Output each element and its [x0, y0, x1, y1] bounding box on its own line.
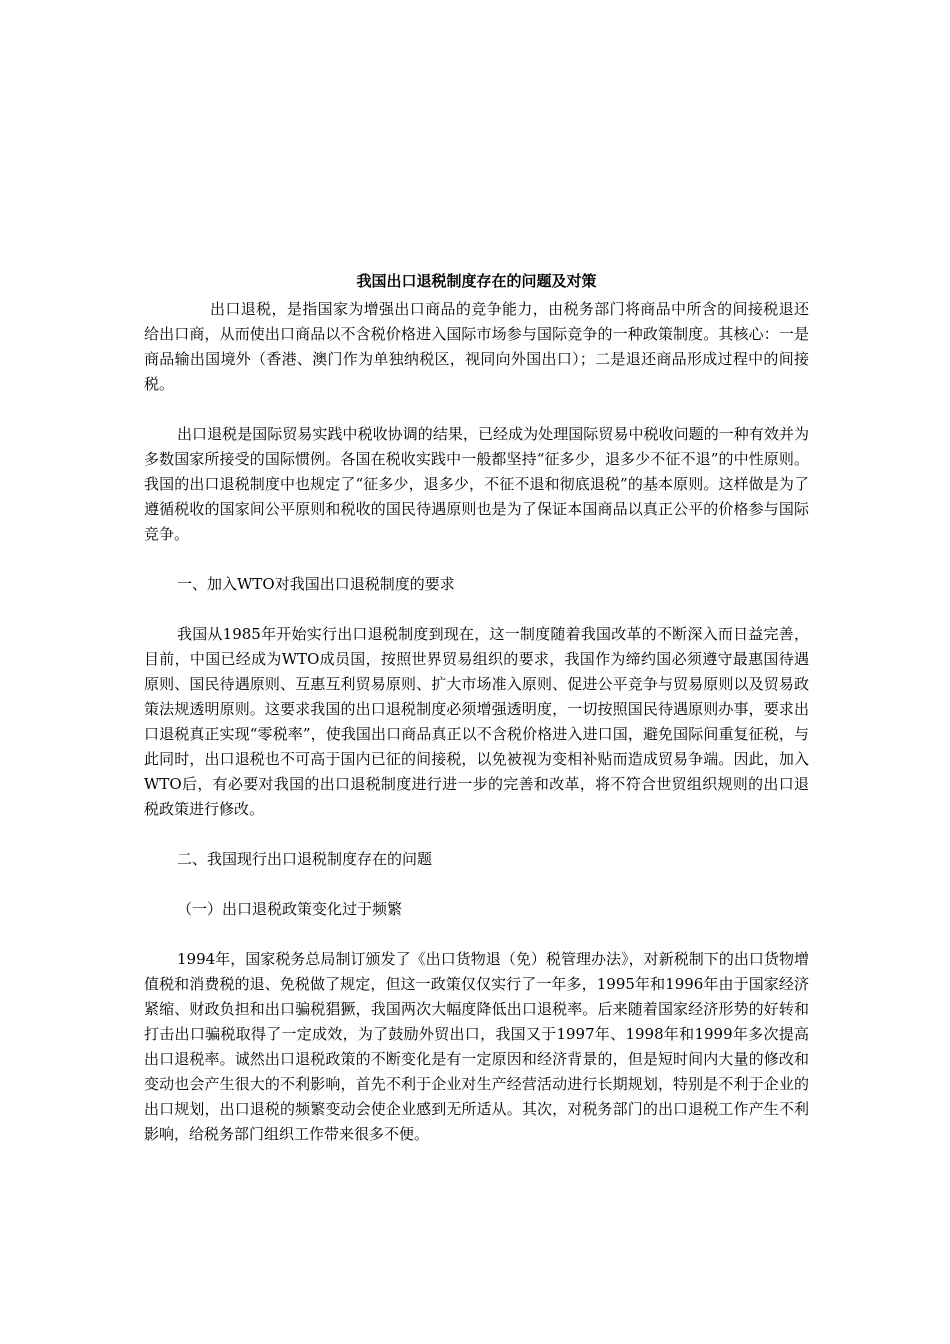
document-page — [144, 268, 809, 1147]
paragraph-gap — [144, 872, 809, 897]
paragraph-gap — [144, 922, 809, 947]
paragraph-wto-requirements: 我国从1985年开始实行出口退税制度到现在，这一制度随着我国改革的不断深入而日益完善，目前，中国已经成为WTO成员国，按照世界贸易组织的要求，我国作为缔约国必须遵守最惠国待遇原则、国民待遇原则、互惠互利贸易原则、扩大市场准入原则、促进公平竞争与贸易原则以及贸易政策法规透明原则。这要求我国的出口退税制度必须增强透明度，一切按照国民待遇原则办事，要求出口退税真正实现“零税率”，使我国出口商品真正以不含税价格进入进口国，避免国际间重复征税，与此同时，出口退税也不可高于国内已征的间接税，以免被视为变相补贴而造成贸易争端。因此，加入WTO后，有必要对我国的出口退税制度进行进一步的完善和改革，将不符合世贸组织规则的出口退税政策进行修改。 — [144, 625, 809, 818]
paragraph-definition: 出口退税，是指国家为增强出口商品的竞争能力，由税务部门将商品中所含的间接税退还给出口商，从而使出口商品以不含税价格进入国际市场参与国际竞争的一种政策制度。其核心：一是商品输出国境外（香港、澳门作为单独纳税区，视同向外国出口）；二是退还商品形成过程中的间接税。 — [144, 300, 809, 393]
document-title: 我国出口退税制度存在的问题及对策 — [356, 272, 597, 290]
paragraph-gap — [144, 547, 809, 572]
paragraph-policy-changes: 1994年，国家税务总局制订颁发了《出口货物退（免）税管理办法》，对新税制下的出口货物增值税和消费税的退、免税做了规定，但这一政策仅仅实行了一年多，1995年和1996年由于国家经济紧缩、财政负担和出口骗税猖獗，我国两次大幅度降低出口退税率。后来随着国家经济形势的好转和打击出口骗税取得了一定成效，为了鼓励外贸出口，我国又于1997年、1998年和1999年多次提高出口退税率。诚然出口退税政策的不断变化是有一定原因和经济背景的，但是短时间内大量的修改和变动也会产生很大的不利影响，首先不利于企业对生产经营活动进行长期规划，特别是不利于企业的出口规划，出口退税的频繁变动会使企业感到无所适从。其次，对税务部门的出口退税工作产生不利影响，给税务部门组织工作带来很多不便。 — [144, 950, 809, 1143]
subsection-heading-policy-changes: （一）出口退税政策变化过于频繁 — [177, 900, 403, 918]
section-heading-wto: 一、加入WTO对我国出口退税制度的要求 — [177, 575, 455, 593]
paragraph-gap — [144, 597, 809, 622]
paragraph-gap — [144, 397, 809, 422]
section-heading-problems: 二、我国现行出口退税制度存在的问题 — [177, 850, 433, 868]
paragraph-gap — [144, 822, 809, 847]
paragraph-principles: 出口退税是国际贸易实践中税收协调的结果，已经成为处理国际贸易中税收问题的一种有效并为多数国家所接受的国际惯例。各国在税收实践中一般都坚持“征多少，退多少不征不退”的中性原则。我国的出口退税制度中也规定了“征多少，退多少，不征不退和彻底退税”的基本原则。这样做是为了遵循税收的国家间公平原则和税收的国民待遇原则也是为了保证本国商品以真正公平的价格参与国际竞争。 — [144, 425, 809, 543]
